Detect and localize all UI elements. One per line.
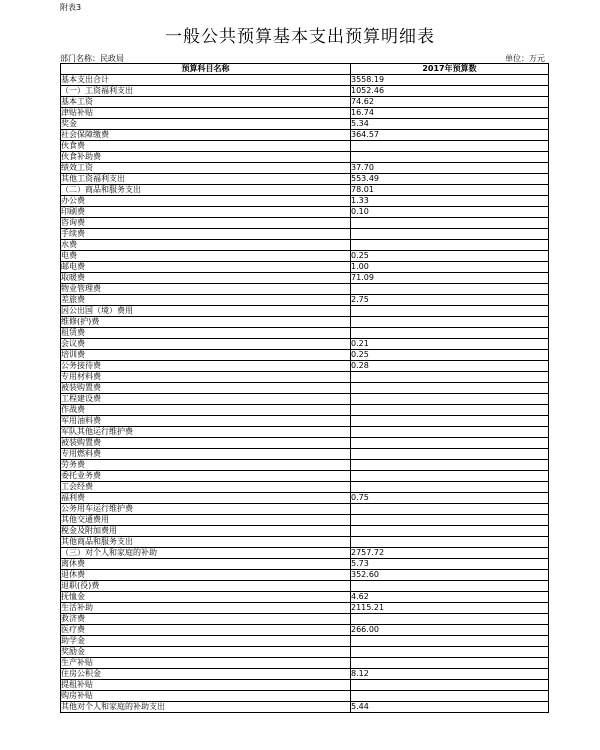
budget-item-name: 物业管理费	[61, 284, 351, 295]
table-row	[61, 97, 549, 108]
budget-item-name: 军用油料费	[61, 416, 351, 427]
table-row	[61, 427, 549, 438]
budget-item-name: 专用燃料费	[61, 449, 351, 460]
table-row	[61, 471, 549, 482]
budget-item-name: 手续费	[61, 229, 351, 240]
budget-item-name: 劳务费	[61, 460, 351, 471]
table-row	[61, 119, 549, 130]
budget-table	[60, 63, 549, 713]
budget-item-amount	[351, 416, 549, 427]
table-row	[61, 284, 549, 295]
budget-item-amount	[351, 647, 549, 658]
budget-item-amount: 0.25	[351, 350, 549, 361]
budget-item-name: 绩效工资	[61, 163, 351, 174]
budget-item-amount	[351, 427, 549, 438]
table-row	[61, 537, 549, 548]
budget-item-name: 基本工资	[61, 97, 351, 108]
budget-item-amount	[351, 658, 549, 669]
budget-item-name: 提租补贴	[61, 680, 351, 691]
table-row	[61, 130, 549, 141]
budget-item-name: （三）对个人和家庭的补助	[61, 548, 351, 559]
table-row	[61, 603, 549, 614]
budget-item-amount	[351, 636, 549, 647]
budget-item-name: 医疗费	[61, 625, 351, 636]
budget-item-name: 维修(护)费	[61, 317, 351, 328]
budget-item-name: 退休费	[61, 570, 351, 581]
budget-item-name: 邮电费	[61, 262, 351, 273]
budget-item-name: 奖金	[61, 119, 351, 130]
budget-item-name: 工会经费	[61, 482, 351, 493]
table-row	[61, 218, 549, 229]
budget-item-name: 伙食费	[61, 141, 351, 152]
table-row	[61, 526, 549, 537]
budget-item-amount	[351, 328, 549, 339]
budget-item-amount	[351, 152, 549, 163]
budget-item-amount: 1.00	[351, 262, 549, 273]
budget-item-name: 救济费	[61, 614, 351, 625]
table-row	[61, 515, 549, 526]
budget-item-name: 助学金	[61, 636, 351, 647]
table-row	[61, 482, 549, 493]
budget-item-amount: 5.34	[351, 119, 549, 130]
table-row	[61, 669, 549, 680]
table-row	[61, 262, 549, 273]
table-row	[61, 394, 549, 405]
budget-item-name: 被装购置费	[61, 438, 351, 449]
budget-item-name: 公务接待费	[61, 361, 351, 372]
budget-item-name: 公务用车运行维护费	[61, 504, 351, 515]
budget-item-amount	[351, 460, 549, 471]
table-row	[61, 207, 549, 218]
budget-item-name: 取暖费	[61, 273, 351, 284]
budget-item-amount: 0.25	[351, 251, 549, 262]
budget-item-amount: 74.62	[351, 97, 549, 108]
budget-item-name: 委托业务费	[61, 471, 351, 482]
table-body	[61, 75, 549, 713]
budget-item-name: 其他商品和服务支出	[61, 537, 351, 548]
table-row	[61, 702, 549, 713]
budget-item-amount	[351, 449, 549, 460]
budget-item-name: 福利费	[61, 493, 351, 504]
budget-item-amount	[351, 372, 549, 383]
table-row	[61, 493, 549, 504]
budget-item-amount: 1.33	[351, 196, 549, 207]
table-row	[61, 273, 549, 284]
budget-item-name: （一）工资福利支出	[61, 86, 351, 97]
column-header-amount: 2017年预算数	[351, 64, 549, 75]
budget-item-name: 退职(役)费	[61, 581, 351, 592]
table-row	[61, 548, 549, 559]
budget-item-name: 其他工资福利支出	[61, 174, 351, 185]
budget-item-name: 专用材料费	[61, 372, 351, 383]
budget-item-amount: 5.73	[351, 559, 549, 570]
budget-item-name: 生活补助	[61, 603, 351, 614]
table-row	[61, 691, 549, 702]
budget-item-amount: 1052.46	[351, 86, 549, 97]
budget-item-amount	[351, 482, 549, 493]
table-row	[61, 647, 549, 658]
budget-item-amount: 0.21	[351, 339, 549, 350]
budget-item-amount: 0.10	[351, 207, 549, 218]
table-row	[61, 229, 549, 240]
budget-item-amount	[351, 284, 549, 295]
table-row	[61, 416, 549, 427]
budget-item-amount	[351, 317, 549, 328]
budget-item-amount	[351, 526, 549, 537]
budget-item-name: 其他对个人和家庭的补助支出	[61, 702, 351, 713]
table-row	[61, 163, 549, 174]
table-row	[61, 614, 549, 625]
table-row	[61, 251, 549, 262]
budget-item-name: 被装购置费	[61, 383, 351, 394]
attachment-label: 附表3	[60, 3, 82, 12]
table-row	[61, 438, 549, 449]
table-row	[61, 383, 549, 394]
table-row	[61, 196, 549, 207]
budget-item-name: （二）商品和服务支出	[61, 185, 351, 196]
budget-item-amount	[351, 229, 549, 240]
budget-item-name: 培训费	[61, 350, 351, 361]
table-header	[61, 64, 549, 75]
budget-item-amount	[351, 438, 549, 449]
budget-item-amount: 2.75	[351, 295, 549, 306]
budget-item-amount: 8.12	[351, 669, 549, 680]
budget-item-name: 因公出国（境）费用	[61, 306, 351, 317]
budget-item-amount	[351, 306, 549, 317]
budget-item-name: 办公费	[61, 196, 351, 207]
column-header-name: 预算科目名称	[61, 64, 351, 75]
budget-item-name: 租赁费	[61, 328, 351, 339]
budget-item-amount	[351, 614, 549, 625]
budget-item-name: 奖励金	[61, 647, 351, 658]
table-row	[61, 339, 549, 350]
table-row	[61, 152, 549, 163]
table-row	[61, 75, 549, 86]
page-title: 一般公共预算基本支出预算明细表	[165, 27, 435, 47]
budget-item-amount: 4.62	[351, 592, 549, 603]
budget-item-amount	[351, 581, 549, 592]
budget-item-name: 水费	[61, 240, 351, 251]
table-row	[61, 504, 549, 515]
budget-item-amount	[351, 537, 549, 548]
budget-item-amount: 78.01	[351, 185, 549, 196]
budget-item-amount: 3558.19	[351, 75, 549, 86]
table-row	[61, 680, 549, 691]
budget-item-amount	[351, 691, 549, 702]
budget-item-name: 离休费	[61, 559, 351, 570]
budget-item-name: 工程建设费	[61, 394, 351, 405]
table-row	[61, 185, 549, 196]
budget-item-amount: 16.74	[351, 108, 549, 119]
budget-item-amount	[351, 383, 549, 394]
table-row	[61, 559, 549, 570]
budget-item-name: 其他交通费用	[61, 515, 351, 526]
table-row	[61, 570, 549, 581]
budget-item-amount: 266.00	[351, 625, 549, 636]
table-row	[61, 306, 549, 317]
budget-item-name: 住房公积金	[61, 669, 351, 680]
budget-item-name: 津贴补贴	[61, 108, 351, 119]
budget-item-amount: 553.49	[351, 174, 549, 185]
budget-item-amount: 0.28	[351, 361, 549, 372]
table-row	[61, 361, 549, 372]
table-row	[61, 449, 549, 460]
budget-item-name: 军队其他运行维护费	[61, 427, 351, 438]
budget-item-amount: 37.70	[351, 163, 549, 174]
unit-label: 单位：万元	[505, 54, 545, 63]
table-row	[61, 108, 549, 119]
table-row	[61, 658, 549, 669]
budget-item-name: 咨询费	[61, 218, 351, 229]
budget-item-amount: 364.57	[351, 130, 549, 141]
budget-item-name: 社会保障缴费	[61, 130, 351, 141]
budget-item-amount	[351, 405, 549, 416]
budget-item-amount: 71.09	[351, 273, 549, 284]
budget-item-name: 生产补贴	[61, 658, 351, 669]
budget-item-name: 税金及附加费用	[61, 526, 351, 537]
table-row	[61, 174, 549, 185]
budget-item-name: 印刷费	[61, 207, 351, 218]
table-row	[61, 328, 549, 339]
budget-item-amount	[351, 394, 549, 405]
department-name: 部门名称：民政局	[60, 54, 124, 63]
budget-item-name: 会议费	[61, 339, 351, 350]
table-row	[61, 636, 549, 647]
table-row	[61, 240, 549, 251]
budget-item-amount: 2115.21	[351, 603, 549, 614]
table-row	[61, 141, 549, 152]
table-row	[61, 405, 549, 416]
budget-item-amount	[351, 240, 549, 251]
budget-item-name: 购房补贴	[61, 691, 351, 702]
budget-item-amount	[351, 218, 549, 229]
budget-item-amount: 0.75	[351, 493, 549, 504]
budget-item-name: 电费	[61, 251, 351, 262]
budget-item-amount	[351, 471, 549, 482]
budget-item-name: 作战费	[61, 405, 351, 416]
table-row	[61, 460, 549, 471]
table-row	[61, 592, 549, 603]
budget-item-amount	[351, 680, 549, 691]
budget-item-amount	[351, 141, 549, 152]
budget-item-name: 伙食补助费	[61, 152, 351, 163]
budget-item-name: 差旅费	[61, 295, 351, 306]
table-row	[61, 581, 549, 592]
header-row	[61, 64, 549, 75]
table-row	[61, 317, 549, 328]
table-row	[61, 86, 549, 97]
budget-item-name: 基本支出合计	[61, 75, 351, 86]
budget-item-amount: 5.44	[351, 702, 549, 713]
table-row	[61, 295, 549, 306]
table-row	[61, 625, 549, 636]
table-row	[61, 372, 549, 383]
budget-item-amount: 2757.72	[351, 548, 549, 559]
table-row	[61, 350, 549, 361]
budget-item-amount	[351, 504, 549, 515]
budget-item-amount: 352.60	[351, 570, 549, 581]
budget-item-amount	[351, 515, 549, 526]
budget-item-name: 抚恤金	[61, 592, 351, 603]
